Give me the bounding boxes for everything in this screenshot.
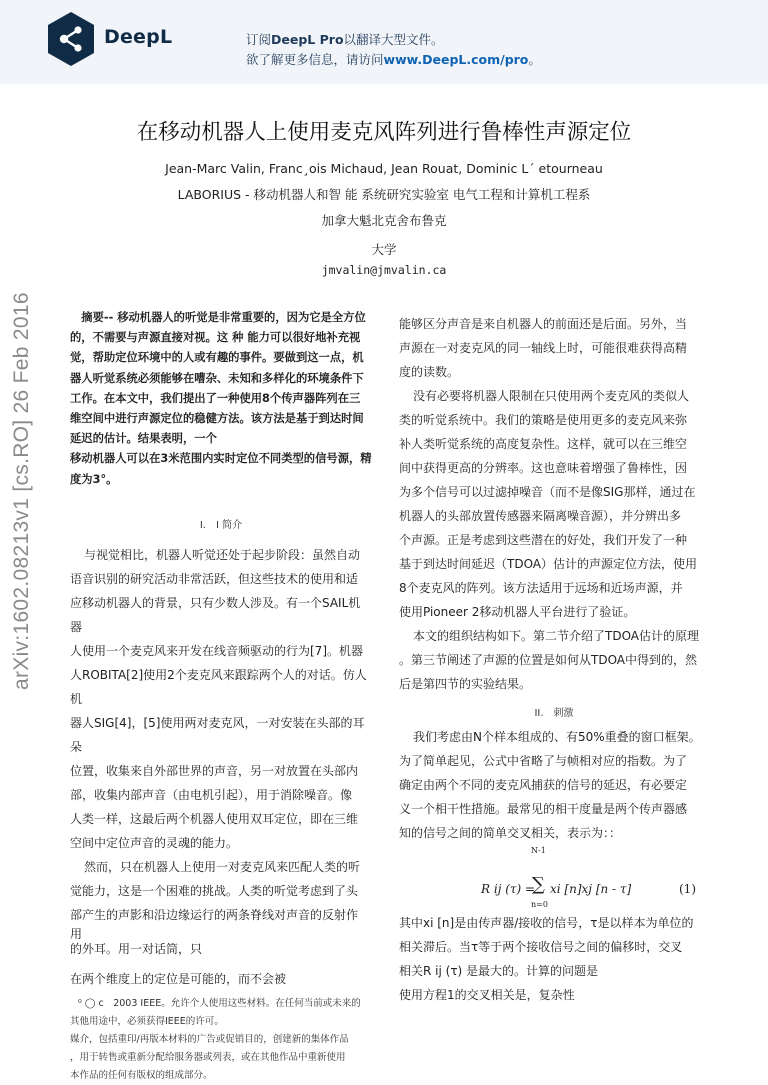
paragraph-correlation: 其中xi [n]是由传声器/接收的信号，τ是以样本为单位的 相关滞后。当τ等于两个接收信号之间的偏移时，交叉 相关R ij (τ) 是最大的。计算的问题是 使用方程1的交叉相关是，复杂性 bbox=[399, 916, 694, 1002]
left-column bbox=[70, 308, 372, 1085]
paragraph-frames: 我们考虑由N个样本组成的、有50%重叠的窗口框架。 为了简单起见，公式中省略了与帧相对应的指数。为了 确定由两个不同的麦克风捕获的信号的延迟，有必要定 义一个相干性措施。最常见的相干度量是两个传声器感 知的信号之间的简单交叉相关，表示为：： bbox=[399, 730, 701, 840]
paper-location: 加拿大魁北克舍布鲁克 bbox=[321, 213, 447, 228]
paper-university: 大学 bbox=[371, 242, 397, 257]
equation-1 bbox=[399, 846, 709, 910]
paragraph-organization: 本文的组织结构如下。第二节介绍了TDOA估计的原理 。第三节阐述了声源的位置是如何从TDOA中得到的，然 后是第四节的实验结果。 bbox=[399, 629, 700, 691]
copyright-footnote: ⁰ ◯ c 2003 IEEE。允许个人使用这些材料。在任何当前或未来的 其他用途中，必须获得IEEE的许可。 媒介，包括重印/再版本材料的广告或促销目的，创建新的集体作品 ，用于转售或重新分配给服务器或列表，或在其他作品中重新使用 本作品的任何有版权的组成部分。 bbox=[70, 997, 361, 1081]
right-column bbox=[399, 312, 709, 845]
abstract: 摘要-- 移动机器人的听觉是非常重要的，因为它是全方位 的，不需要与声源直接对视。这 种 能力可以很好地补充视 觉，帮助定位环境中的人或有趣的事件。要做到这一点，机 器人听觉系统必须能够在嘈杂、未知和多样化的环境条件下 工作。在本文中，我们提出了一种使用8个传声器阵列在三 维空间中进行声源定位的稳健方法。该方法是基于到达时间 延迟的估计。结果表明，一个 移动机器人可以在3米范围内实时定位不同类型的信号源，精 度为3°。 bbox=[70, 311, 372, 486]
equation-summand: xi [n]xj [n - τ] bbox=[550, 882, 632, 896]
equation-number: (1) bbox=[679, 882, 696, 896]
equation-lower-limit: n=0 bbox=[531, 900, 548, 909]
promo-text bbox=[246, 30, 541, 70]
paragraph-front-back: 能够区分声音是来自机器人的前面还是后面。另外，当 声源在一对麦克风的同一轴线上时，可能很难获得高精 度的读数。 bbox=[399, 317, 688, 379]
equation-lhs: R ij (τ) = bbox=[481, 882, 536, 896]
section-heading-introduction: I. I 简介 bbox=[199, 519, 243, 531]
paper-title: 在移动机器人上使用麦克风阵列进行鲁棒性声源定位 bbox=[136, 120, 632, 145]
promo-line-1: 订阅DeepL Pro以翻译大型文件。 bbox=[246, 32, 444, 47]
arxiv-stamp: arXiv:1602.08213v1 [cs.RO] 26 Feb 2016 bbox=[10, 292, 33, 690]
intro-paragraph-1: 与视觉相比，机器人听觉还处于起步阶段：虽然自动 语音识别的研究活动非常活跃，但这些技术的使用和适 应移动机器人的背景，只有少数人涉及。有一个SAIL机器 人使用一个麦克风来开发在线音频驱动的行为[7]。机器 人ROBITA[2]使用2个麦克风来跟踪两个人的对话。仿人机 器人SIG[4]，[5]使用两对麦克风，一对安装在头部的耳朵 位置，收集来自外部世界的声音，另一对放置在头部内 部，收集内部声音（由电机引起），用于消除噪音。像 人类一样，这最后两个机器人使用双耳定位，即在三维 空间中定位声音的灵魂的能力。 bbox=[70, 547, 367, 850]
paper-email[interactable]: jmvalin@jmvalin.ca bbox=[321, 263, 447, 277]
section-heading-2: II. 刺激 bbox=[534, 708, 574, 719]
equation-upper-limit: N-1 bbox=[531, 846, 546, 855]
paragraph-strategy: 没有必要将机器人限制在只使用两个麦克风的类似人 类的听觉系统中。我们的策略是使用更多的麦克风来弥 补人类听觉系统的高度复杂性。这样，就可以在三维空 间中获得更高的分辨率。这也意味着增强了鲁棒性，因 为多个信号可以过滤掉噪音（而不是像SIG那样，通过在 机器人的头部放置传感器来隔离噪音源），并分辨出多 个声源。正是考虑到这些潜在的好处，我们开发了一种 基于到达时间延迟（TDOA）估计的声源定位方法，使用 8个麦克风的阵列。该方法适用于远场和近场声源，并 使用Pioneer 2移动机器人平台进行了验证。 bbox=[399, 389, 698, 619]
intro-paragraph-2: 然而，只在机器人上使用一对麦克风来匹配人类的听 觉能力，这是一个困难的挑战。人类的听觉考虑到了头 部产生的声影和沿边缘运行的两条脊线对声音的反射作 用 的外耳。用一对话筒，只 bbox=[70, 859, 361, 956]
paper-affiliation: LABORIUS - 移动机器人和智 能 系统研究实验室 电气工程和计算机工程系 bbox=[177, 187, 591, 202]
equation-sigma: ∑ bbox=[532, 874, 545, 895]
deepl-logo-icon[interactable] bbox=[46, 11, 96, 67]
paper-authors: Jean-Marc Valin, Franc¸ois Michaud, Jean Rouat, Dominic L´ etourneau bbox=[165, 161, 603, 176]
promo-line-2: 欲了解更多信息，请访问www.DeepL.com/pro。 bbox=[246, 52, 541, 67]
deepl-logo-text[interactable]: DeepL bbox=[104, 26, 173, 48]
deepl-pro-link[interactable]: www.DeepL.com/pro bbox=[383, 52, 529, 67]
intro-paragraph-3: 在两个维度上的定位是可能的，而不会被 bbox=[70, 971, 287, 986]
deepl-banner bbox=[0, 0, 768, 84]
